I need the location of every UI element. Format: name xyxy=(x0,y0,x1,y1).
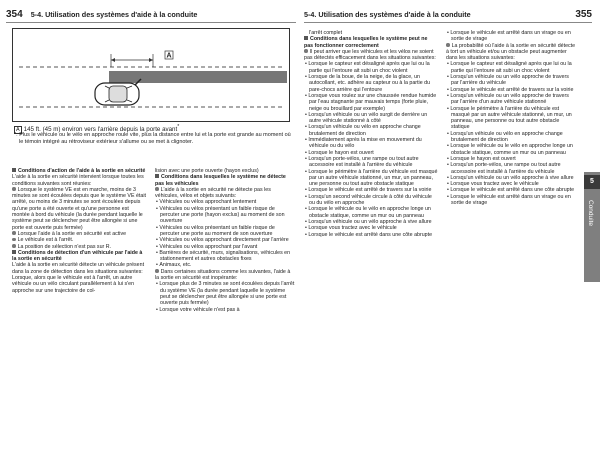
footnote: *: Plus le véhicule ou le vélo en approche roule vite, plus la distance entre lui et la porte est grande au moment où le témoin intégré au rétroviseur extérieur s'allume ou se met à clignoter. xyxy=(14,132,291,145)
paragraph: La position de sélection n'est pas sur R. xyxy=(12,244,147,250)
paragraph: L'aide à la sortie en sécurité intervient lorsque toutes les conditions suivantes sont réunies: xyxy=(12,174,144,187)
bullet-item: • Lorsque le véhicule est arrêté dans un virage ou en sortie de virage xyxy=(446,194,576,207)
chapter-tab xyxy=(584,172,600,282)
bullet-item: • Véhicules ou vélos approchant directement par l'arrière xyxy=(155,237,295,243)
paragraph: l'arrêt complet xyxy=(309,30,343,36)
section-heading: Conditions dans lesquelles le système peut ne pas fonctionner correctement xyxy=(304,36,438,49)
bullet-item: • Lorsqu'un véhicule ou un vélo approche à vive allure xyxy=(446,175,576,181)
bullet-item: • Lorsque le véhicule ou le vélo en approche longe un obstacle statique, comme un mur ou un panneau xyxy=(446,143,576,156)
figure-marker-label: A xyxy=(166,52,172,60)
bullet-item: • Lorsqu'un véhicule ou vélo en approche change brutalement de direction xyxy=(446,131,576,144)
paragraph: Lorsque, alors que le véhicule est à l'arrêt, un autre véhicule ou un vélo circulant parallèlement à lui s'en approche sur une trajectoire de col- xyxy=(12,275,135,294)
paragraph: lision avec une porte ouverte (hayon exclus) xyxy=(155,168,259,174)
detection-diagram xyxy=(12,28,290,122)
caption-text: 145 ft. (45 m) environ vers l'arrière depuis la porte avant xyxy=(23,126,178,134)
detection-diagram-svg xyxy=(13,29,289,121)
bullet-item: • Lorsque le hayon est ouvert xyxy=(446,156,576,162)
paragraph: Lorsque l'aide à la sortie en sécurité est active xyxy=(12,231,147,237)
bullet-item: • Lorsque le véhicule est arrêté de travers sur la voirie xyxy=(446,87,576,93)
bullet-item: • Lorsqu'un véhicule ou un vélo surgit de derrière un autre véhicule stationné à côté xyxy=(304,112,438,125)
bullet-item: • Lorsque le périmètre à l'arrière du véhicule est masqué par un autre véhicule stationné, un mur, un panneau, une personne ou tout autre obstacle statique xyxy=(446,106,576,131)
detection-zone xyxy=(109,71,287,83)
left-page-header xyxy=(6,6,296,23)
bullet-item: • Lorsqu'un véhicule ou un vélo approche à vive allure xyxy=(304,219,438,225)
bullet-item: • Lorsque le véhicule ou le vélo en approche longe un obstacle statique, comme un mur ou un panneau xyxy=(304,206,438,219)
bullet-item: • Véhicules ou vélos approchant par l'avant xyxy=(155,244,295,250)
paragraph: L'aide à la sortie en sécurité détecte un véhicule présent dans la zone de détection dans les situations suivantes: xyxy=(12,262,145,275)
paragraph: Il peut arriver que les véhicules et les vélos ne soient pas détectés efficacement dans les situations suivantes: xyxy=(304,49,438,62)
bullet-item: • Lorsque le capteur est désaligné après que lui ou la partie qui l'entoure ait subi un choc violent xyxy=(304,61,438,74)
bullet-item: • Lorsqu'un véhicule ou un vélo approche de travers par l'arrière d'un autre véhicule stationné xyxy=(446,93,576,106)
left-page-title: 5-4. Utilisation des systèmes d'aide à la conduite xyxy=(30,9,198,19)
bullet-item: • Véhicules ou vélos présentant un faible risque de percuter une porte (hayon exclus) au moment de son ouverture xyxy=(155,206,295,225)
bullet-item: • Lorsqu'un porte-vélos, une rampe ou tout autre accessoire est installé à l'arrière du véhicule xyxy=(446,162,576,175)
right-page-header xyxy=(304,6,592,23)
bullet-item: • Lorsque le véhicule est arrêté de travers sur la voirie xyxy=(304,187,438,193)
right-page-title: 5-4. Utilisation des systèmes d'aide à la conduite xyxy=(304,9,471,19)
bullet-item: • Lorsqu'un véhicule ou un vélo approche de travers par l'arrière du véhicule xyxy=(446,74,576,87)
bullet-item: • Lorsqu'un second véhicule circule à côté du véhicule ou du vélo en approche xyxy=(304,194,438,207)
paragraph: Dans certaines situations comme les suivantes, l'aide à la sortie en sécurité est inopérante: xyxy=(155,269,295,282)
caption-marker: A xyxy=(16,127,20,134)
bullet-item: • Lorsque vous tractez avec le véhicule xyxy=(304,225,438,231)
bullet-item: • Lorsque vous tractez avec le véhicule xyxy=(446,181,576,187)
section-heading: Conditions d'action de l'aide à la sortie en sécurité xyxy=(12,168,147,174)
bullet-item: • Véhicules ou vélos présentant un faible risque de percuter une porte au moment de son ouverture xyxy=(155,225,295,238)
left-page-number: 354 xyxy=(6,8,23,20)
section-heading: Conditions dans lesquelles le système ne détecte pas les véhicules xyxy=(155,174,295,187)
bullet-item: • Lorsque vous roulez sur une chaussée rendue humide par l'eau stagnante par mauvais temps (forte pluie, neige ou brouillard par exemple) xyxy=(304,93,438,112)
chapter-number: 5 xyxy=(584,175,600,189)
bullet-item: • Lorsque plus de 3 minutes se sont écoulées depuis l'arrêt du système VE (la durée pendant laquelle le système peut se déclencher peut être allongée si une porte est ouverte puis fermée) xyxy=(155,281,295,306)
bullet-item: • Lorsque votre véhicule n'est pas à xyxy=(155,307,295,313)
paragraph: L'aide à la sortie en sécurité ne détecte pas les véhicules, vélos et objets suivants: xyxy=(155,187,295,200)
car-icon xyxy=(95,83,139,105)
bullet-item: • Lorsque le périmètre à l'arrière du véhicule est masqué par un autre véhicule stationné, un mur, un panneau, une personne ou tout autre obstacle statique xyxy=(304,169,438,188)
bullet-item: • Lorsque de la boue, de la neige, de la glace, un autocollant, etc. adhère au capteur ou à la partie du pare-chocs arrière qui l'entoure xyxy=(304,74,438,93)
paragraph: La probabilité où l'aide à la sortie en sécurité détecte à tort un véhicule et/ou un obstacle peut augmenter dans les situations suivantes: xyxy=(446,42,576,62)
bullet-item: • Immédiatement après la mise en mouvement du véhicule ou du vélo xyxy=(304,137,438,150)
caption-footnote-mark: * xyxy=(177,124,180,130)
text-column-4 xyxy=(446,30,576,206)
text-column-2 xyxy=(155,168,295,313)
bullet-item: • Véhicules ou vélos approchant lentement xyxy=(155,199,295,205)
text-column-3 xyxy=(304,30,438,238)
bullet-item: • Lorsque le véhicule est arrêté dans un virage ou en sortie de virage xyxy=(446,30,576,43)
bullet-item: • Lorsque le hayon est ouvert xyxy=(304,150,438,156)
bullet-item: • Lorsqu'un porte-vélos, une rampe ou tout autre accessoire est installé à l'arrière du véhicule xyxy=(304,156,438,169)
text-column-1 xyxy=(12,168,147,294)
section-heading: Conditions de détection d'un véhicule par l'aide à la sortie en sécurité xyxy=(12,250,147,263)
bullet-item: • Animaux, etc. xyxy=(155,262,295,268)
bullet-item: • Lorsque le véhicule est arrêté dans une côte abrupte xyxy=(304,232,438,238)
bullet-item: • Lorsque le véhicule est arrêté dans une côte abrupte xyxy=(446,187,576,193)
bullet-item: • Lorsque le capteur est désaligné après que lui ou la partie qui l'entoure ait subi un choc violent xyxy=(446,61,576,74)
right-page-number: 355 xyxy=(575,8,592,20)
paragraph: Lorsque le système VE est en marche, moins de 3 minutes se sont écoulées depuis que le système VE était arrêté, ou moins de 3 minutes se sont écoulées depuis qu'une porte a été ouverte et qu'une personne est montée à bord du véhicule (la durée pendant laquelle le système peut se déclencher peut être allongée si une porte est ouverte puis fermée) xyxy=(12,186,146,231)
paragraph: Le véhicule est à l'arrêt. xyxy=(12,237,147,243)
bullet-item: • Lorsqu'un véhicule ou vélo en approche change brutalement de direction xyxy=(304,124,438,137)
chapter-label: Conduite xyxy=(587,200,594,227)
bullet-item: • Barrières de sécurité, murs, signalisations, véhicules en stationnement et autres obstacles fixes xyxy=(155,250,295,263)
